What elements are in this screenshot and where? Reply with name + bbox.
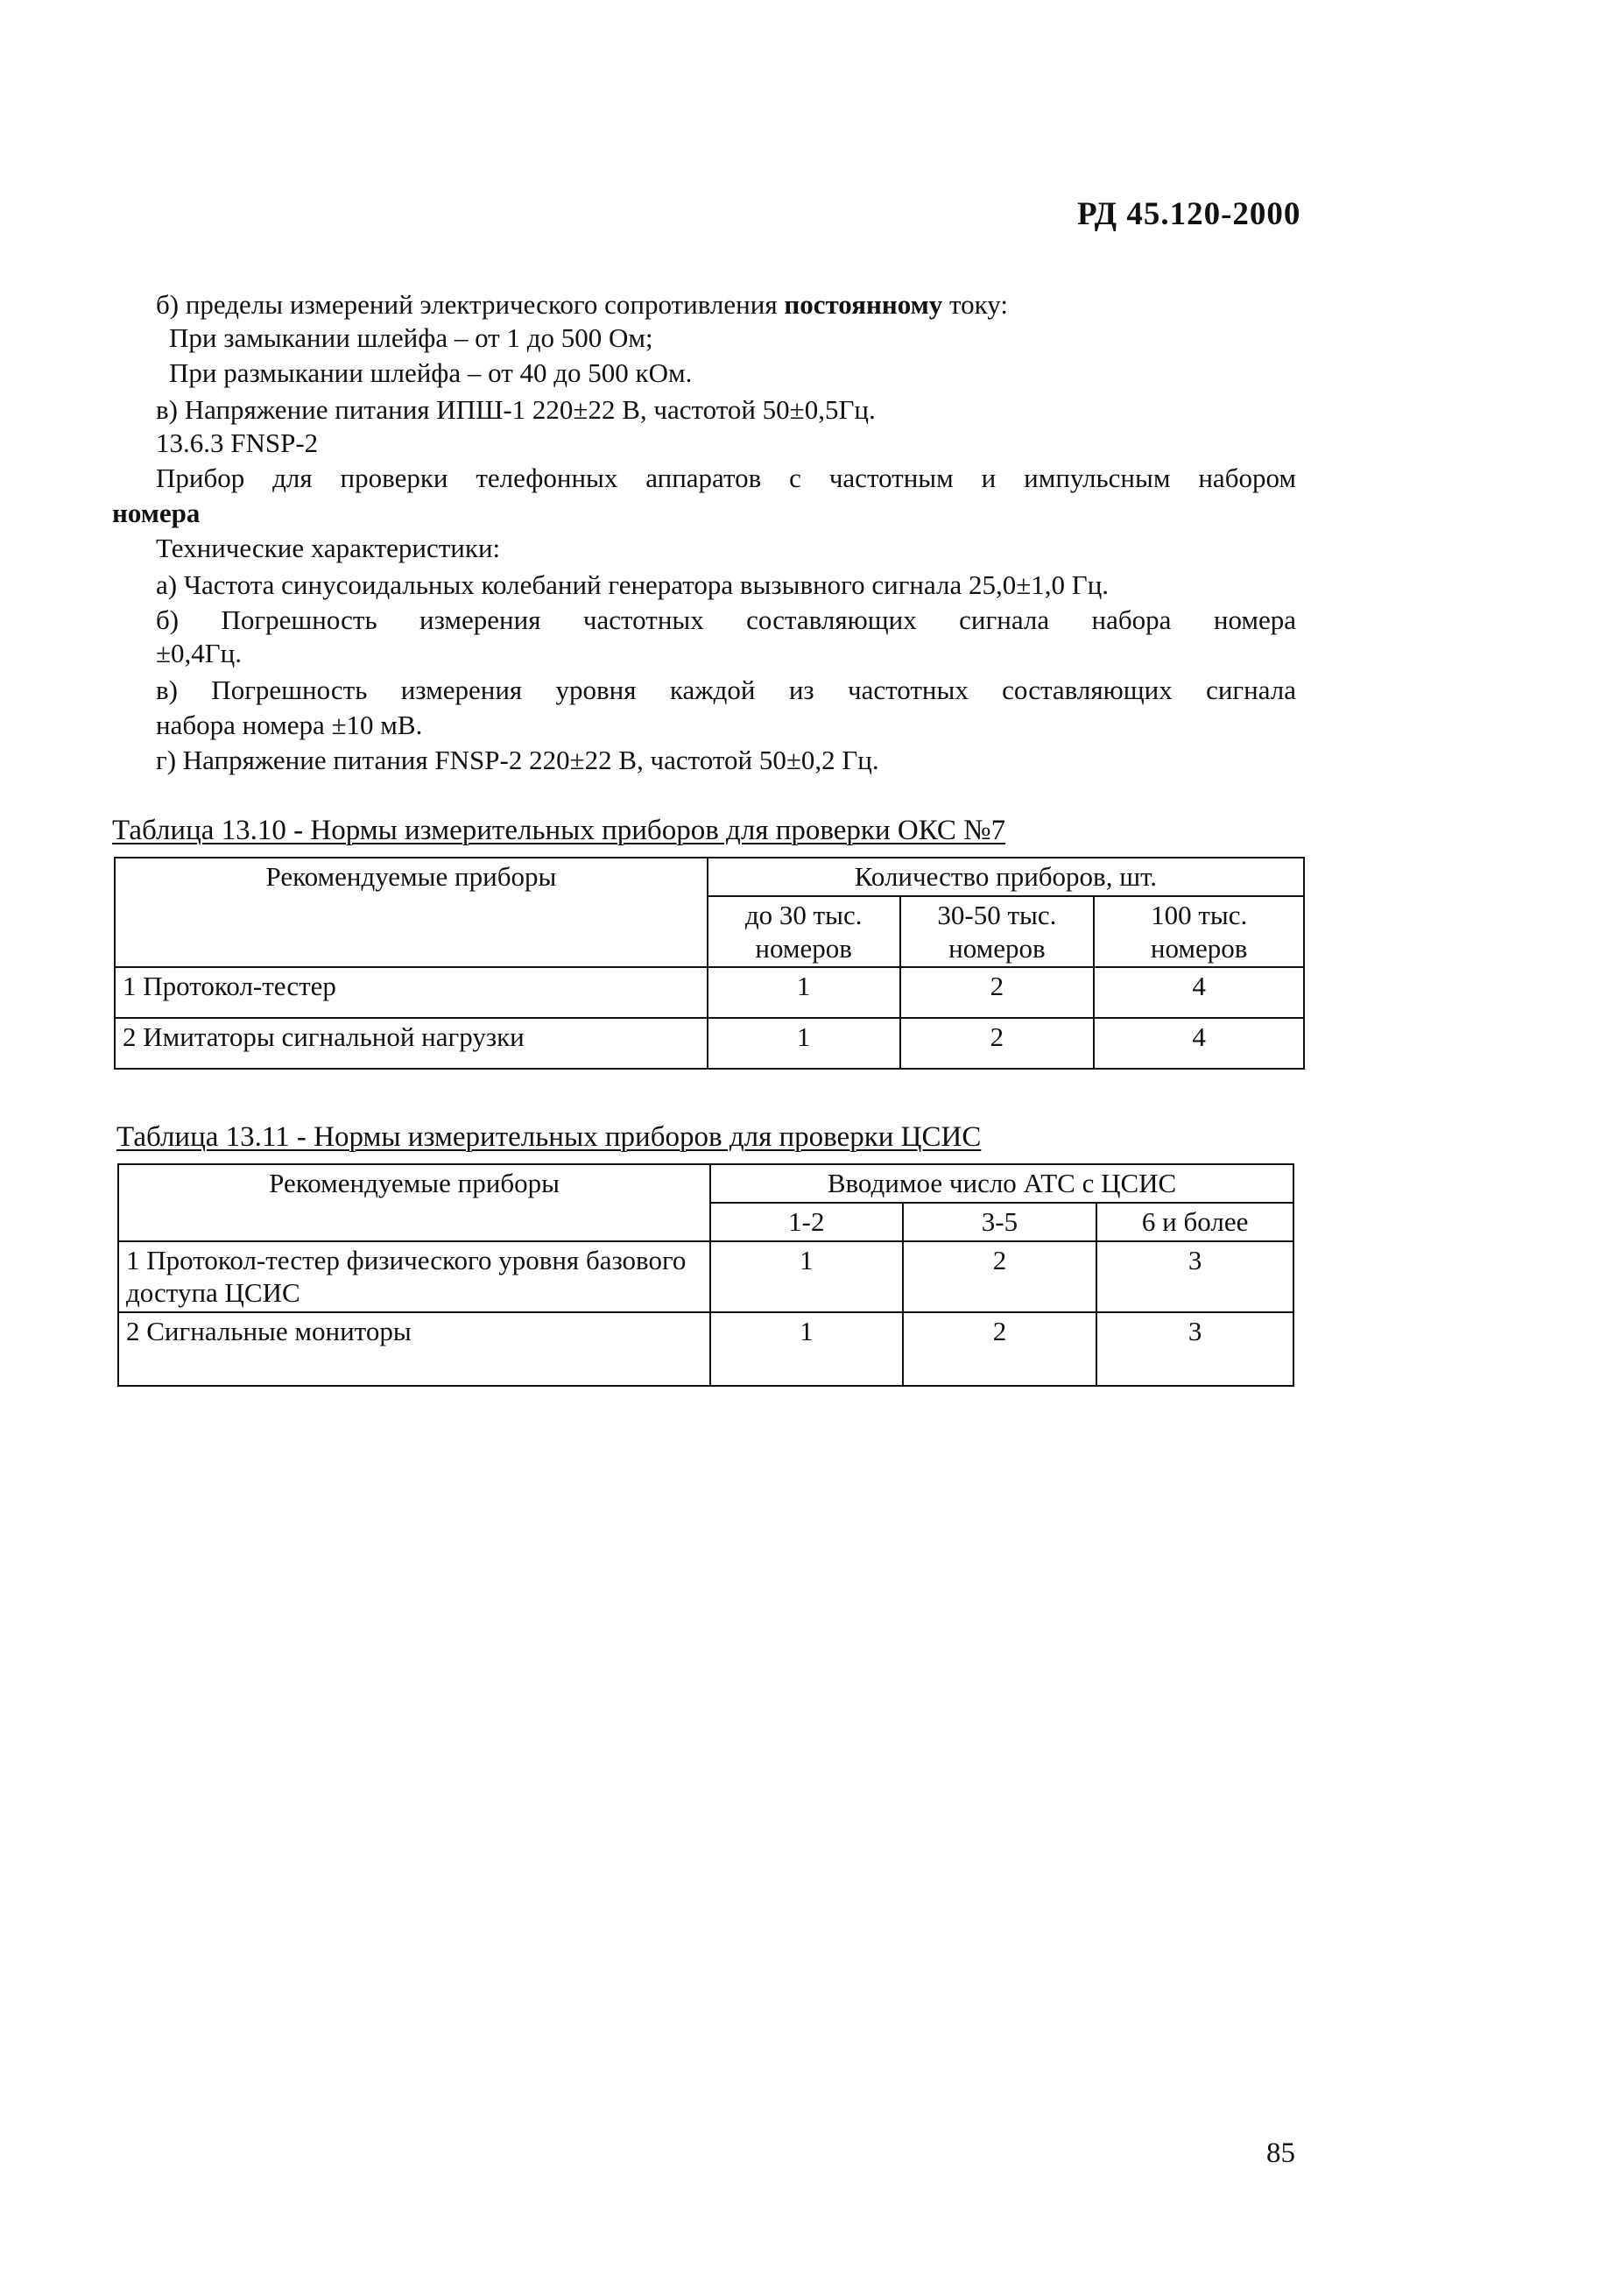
text-line: б) Погрешность измерения частотных составляющих сигнала набора номера	[156, 604, 1296, 635]
table-caption: Таблица 13.11 - Нормы измерительных приборов для проверки ЦСИС	[116, 1121, 982, 1153]
group-header-cell: Количество приборов, шт.	[708, 858, 1304, 896]
table-row	[115, 967, 1304, 1018]
text-fragment-bold: постоянному	[784, 289, 943, 320]
text-line: номера	[112, 498, 201, 528]
page-number: 85	[1266, 2137, 1295, 2169]
value-cell: 2	[900, 967, 1095, 1018]
value-cell: 3	[1096, 1312, 1293, 1386]
value-cell: 4	[1094, 1018, 1304, 1069]
text-line: в) Напряжение питания ИПШ-1 220±22 В, частотой 50±0,5Гц.	[156, 394, 876, 425]
text-line: ±0,4Гц.	[156, 638, 243, 668]
table-caption: Таблица 13.10 - Нормы измерительных приборов для проверки ОКС №7	[112, 815, 1006, 846]
value-cell: 2	[903, 1312, 1097, 1386]
subheader-cell: 30-50 тыс. номеров	[900, 896, 1095, 968]
text-line: Технические характеристики:	[156, 533, 501, 563]
value-cell: 4	[1094, 967, 1304, 1018]
subheader-cell: до 30 тыс. номеров	[708, 896, 900, 968]
subheader-cell: 1-2	[710, 1203, 903, 1241]
text-line: Прибор для проверки телефонных аппаратов с частотным и импульсным набором	[156, 463, 1296, 493]
row-name-cell: 1 Протокол-тестер физического уровня базового доступа ЦСИС	[118, 1241, 710, 1313]
text-line: При замыкании шлейфа – от 1 до 500 Ом;	[169, 322, 653, 353]
value-cell: 2	[900, 1018, 1095, 1069]
value-cell: 1	[708, 1018, 900, 1069]
group-header-cell: Вводимое число АТС с ЦСИС	[710, 1164, 1293, 1203]
value-cell: 1	[708, 967, 900, 1018]
table-row	[115, 1018, 1304, 1069]
text-line	[156, 289, 1008, 321]
value-cell: 1	[710, 1312, 903, 1386]
text-line: набора номера ±10 мВ.	[156, 710, 423, 740]
table-isdn	[117, 1163, 1294, 1387]
row-name-cell: 1 Протокол-тестер	[115, 967, 708, 1018]
document-code: РД 45.120-2000	[1077, 196, 1301, 232]
text-line: в) Погрешность измерения уровня каждой из частотных составляющих сигнала	[156, 675, 1296, 705]
subheader-cell: 6 и более	[1096, 1203, 1293, 1241]
section-heading: 13.6.3 FNSP-2	[156, 427, 319, 458]
table-oks7	[114, 857, 1305, 1070]
text-line: а) Частота синусоидальных колебаний генератора вызывного сигнала 25,0±1,0 Гц.	[156, 569, 1110, 600]
value-cell: 3	[1096, 1241, 1293, 1313]
subheader-cell: 3-5	[903, 1203, 1097, 1241]
table-row	[118, 1241, 1293, 1313]
row-name-cell: 2 Имитаторы сигнальной нагрузки	[115, 1018, 708, 1069]
text-line: При размыкании шлейфа – от 40 до 500 кОм.	[169, 357, 693, 388]
text-fragment: б) пределы измерений электрического сопротивления	[156, 289, 785, 320]
value-cell: 1	[710, 1241, 903, 1313]
header-cell: Рекомендуемые приборы	[118, 1164, 710, 1241]
header-cell: Рекомендуемые приборы	[115, 858, 708, 967]
table-row	[118, 1312, 1293, 1386]
subheader-cell: 100 тыс. номеров	[1094, 896, 1304, 968]
value-cell: 2	[903, 1241, 1097, 1313]
text-fragment: току:	[942, 289, 1008, 320]
text-line: г) Напряжение питания FNSP-2 220±22 В, частотой 50±0,2 Гц.	[156, 745, 879, 775]
row-name-cell: 2 Сигнальные мониторы	[118, 1312, 710, 1386]
